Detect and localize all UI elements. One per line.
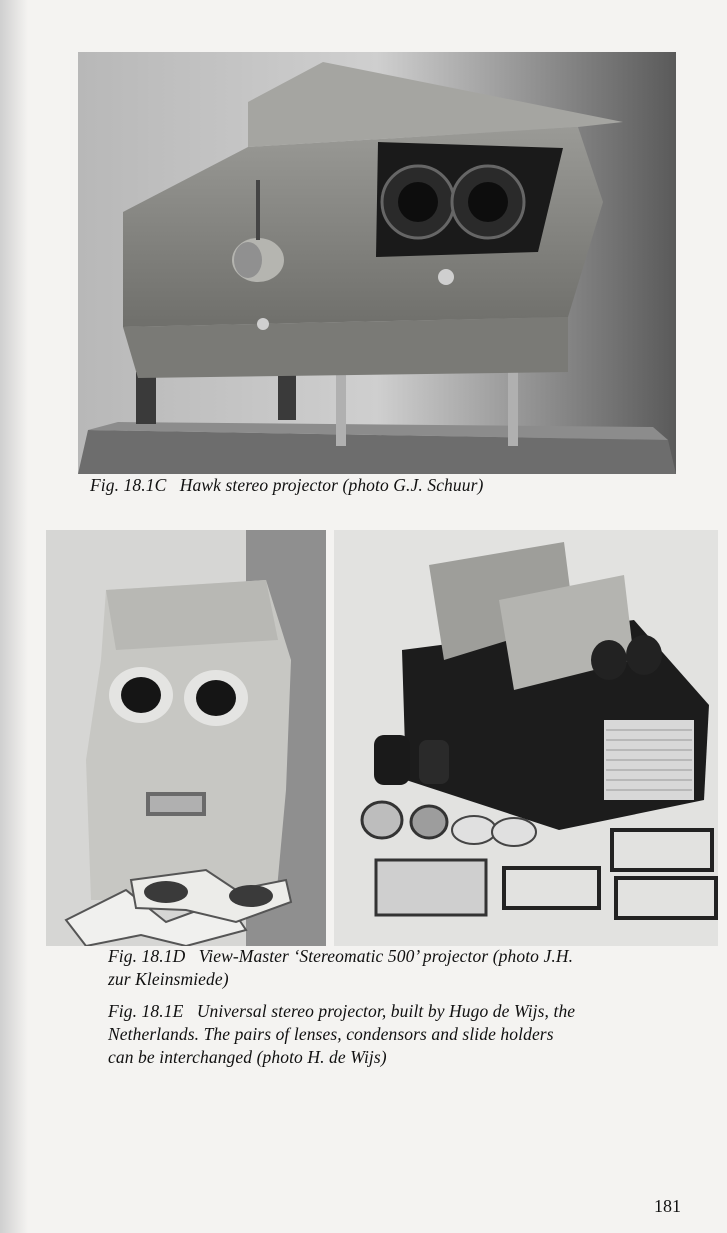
caption-text: Hawk stereo projector (photo G.J. Schuur) <box>179 475 484 495</box>
caption-text-line: can be interchanged (photo H. de Wijs) <box>108 1047 387 1067</box>
universal-projector-photo <box>334 530 718 946</box>
caption-text-line: View-Master ‘Stereomatic 500’ projector (photo J.H. <box>198 946 574 966</box>
figure-caption-18-1d <box>108 945 573 991</box>
figure-number: Fig. 18.1D <box>108 946 186 966</box>
view-master-projector-photo <box>46 530 326 946</box>
page-number: 181 <box>654 1196 681 1216</box>
figure-caption-18-1e <box>108 1000 575 1069</box>
figure-caption-18-1c <box>90 474 483 497</box>
caption-text-line: zur Kleinsmiede) <box>108 969 229 989</box>
figure-number: Fig. 18.1E <box>108 1001 184 1021</box>
caption-text-line: Universal stereo projector, built by Hugo de Wijs, the <box>196 1001 576 1021</box>
hawk-projector-photo <box>78 52 676 474</box>
page-gutter-shadow <box>0 0 28 1233</box>
figure-number: Fig. 18.1C <box>90 475 167 495</box>
caption-text-line: Netherlands. The pairs of lenses, condensors and slide holders <box>108 1024 554 1044</box>
